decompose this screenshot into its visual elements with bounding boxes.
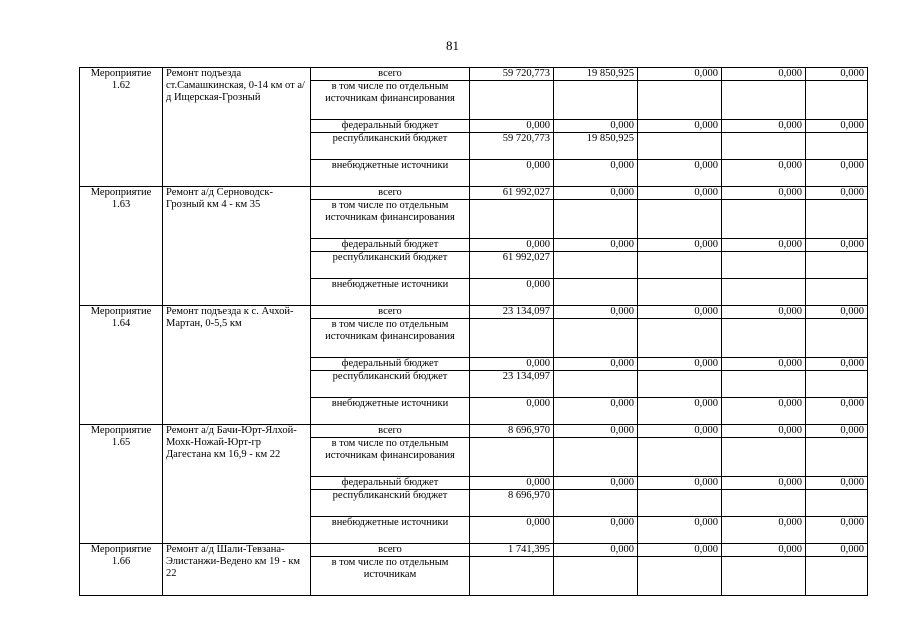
table-row — [80, 306, 868, 319]
amount-cell: 0,000 — [554, 544, 638, 557]
amount-cell — [638, 557, 722, 596]
table-row — [80, 544, 868, 557]
amount-cell — [554, 371, 638, 398]
amount-cell — [470, 81, 554, 120]
amount-cell — [722, 319, 806, 358]
amount-cell: 0,000 — [806, 517, 868, 544]
amount-cell: 0,000 — [554, 306, 638, 319]
amount-cell: 0,000 — [554, 517, 638, 544]
funding-source: внебюджетные источники — [311, 160, 470, 187]
amount-cell — [722, 252, 806, 279]
amount-cell — [554, 557, 638, 596]
amount-cell: 0,000 — [638, 358, 722, 371]
funding-source: федеральный бюджет — [311, 239, 470, 252]
amount-cell: 0,000 — [470, 160, 554, 187]
funding-source: внебюджетные источники — [311, 279, 470, 306]
amount-cell: 0,000 — [722, 68, 806, 81]
amount-cell: 0,000 — [638, 398, 722, 425]
budget-table — [79, 67, 868, 596]
amount-cell: 0,000 — [470, 120, 554, 133]
funding-source: внебюджетные источники — [311, 517, 470, 544]
amount-cell: 0,000 — [722, 477, 806, 490]
amount-cell — [470, 200, 554, 239]
funding-source: федеральный бюджет — [311, 120, 470, 133]
table-body — [80, 68, 868, 596]
amount-cell: 0,000 — [638, 68, 722, 81]
amount-cell: 0,000 — [554, 187, 638, 200]
amount-cell — [806, 490, 868, 517]
table-row — [80, 425, 868, 438]
amount-cell: 0,000 — [554, 239, 638, 252]
funding-source: федеральный бюджет — [311, 358, 470, 371]
amount-cell: 23 134,097 — [470, 306, 554, 319]
amount-cell: 0,000 — [806, 306, 868, 319]
amount-cell: 0,000 — [806, 398, 868, 425]
amount-cell — [638, 438, 722, 477]
amount-cell — [638, 81, 722, 120]
measure-name: Ремонт а/д Серноводск-Грозный км 4 - км 35 — [163, 187, 311, 306]
amount-cell: 0,000 — [554, 120, 638, 133]
amount-cell: 0,000 — [470, 517, 554, 544]
amount-cell: 0,000 — [722, 306, 806, 319]
amount-cell — [638, 371, 722, 398]
amount-cell — [554, 438, 638, 477]
amount-cell: 0,000 — [554, 425, 638, 438]
amount-cell: 0,000 — [806, 68, 868, 81]
amount-cell: 0,000 — [638, 187, 722, 200]
funding-source: в том числе по отдельным источникам — [311, 557, 470, 596]
amount-cell — [806, 200, 868, 239]
amount-cell — [554, 200, 638, 239]
amount-cell — [806, 81, 868, 120]
amount-cell: 19 850,925 — [554, 133, 638, 160]
amount-cell: 0,000 — [638, 477, 722, 490]
funding-source: в том числе по отдельным источникам финансирования — [311, 438, 470, 477]
amount-cell: 1 741,395 — [470, 544, 554, 557]
measure-name: Ремонт а/д Шали-Тевзана-Элистанжи-Ведено км 19 - км 22 — [163, 544, 311, 596]
amount-cell: 0,000 — [638, 517, 722, 544]
measure-name: Ремонт подъезда ст.Самашкинская, 0-14 км от а/д Ищерская-Грозный — [163, 68, 311, 187]
amount-cell: 0,000 — [470, 477, 554, 490]
funding-source: всего — [311, 187, 470, 200]
amount-cell — [638, 490, 722, 517]
amount-cell: 19 850,925 — [554, 68, 638, 81]
amount-cell: 0,000 — [722, 358, 806, 371]
amount-cell: 59 720,773 — [470, 68, 554, 81]
amount-cell — [638, 252, 722, 279]
amount-cell — [722, 133, 806, 160]
amount-cell: 0,000 — [554, 358, 638, 371]
funding-source: внебюджетные источники — [311, 398, 470, 425]
amount-cell — [638, 200, 722, 239]
amount-cell — [638, 319, 722, 358]
amount-cell: 0,000 — [806, 425, 868, 438]
measure-name: Ремонт а/д Бачи-Юрт-Ялхой-Мохк-Ножай-Юрт-гр Дагестана км 16,9 - км 22 — [163, 425, 311, 544]
amount-cell: 0,000 — [638, 306, 722, 319]
amount-cell — [722, 81, 806, 120]
amount-cell: 61 992,027 — [470, 252, 554, 279]
amount-cell — [470, 557, 554, 596]
amount-cell — [806, 319, 868, 358]
funding-source: федеральный бюджет — [311, 477, 470, 490]
funding-source: в том числе по отдельным источникам финансирования — [311, 81, 470, 120]
amount-cell: 8 696,970 — [470, 490, 554, 517]
funding-source: в том числе по отдельным источникам финансирования — [311, 319, 470, 358]
amount-cell — [722, 438, 806, 477]
table-row — [80, 187, 868, 200]
amount-cell: 0,000 — [806, 160, 868, 187]
amount-cell: 0,000 — [638, 425, 722, 438]
amount-cell: 0,000 — [722, 120, 806, 133]
amount-cell — [470, 438, 554, 477]
amount-cell — [722, 279, 806, 306]
amount-cell: 0,000 — [470, 358, 554, 371]
amount-cell — [554, 81, 638, 120]
measure-id: Мероприятие 1.66 — [80, 544, 163, 596]
amount-cell — [806, 438, 868, 477]
funding-source: республиканский бюджет — [311, 490, 470, 517]
funding-source: республиканский бюджет — [311, 252, 470, 279]
amount-cell: 0,000 — [722, 160, 806, 187]
funding-source: всего — [311, 425, 470, 438]
amount-cell: 0,000 — [470, 239, 554, 252]
amount-cell: 0,000 — [554, 398, 638, 425]
measure-name: Ремонт подъезда к с. Ачхой-Мартан, 0-5,5 км — [163, 306, 311, 425]
amount-cell: 0,000 — [638, 239, 722, 252]
funding-source: республиканский бюджет — [311, 133, 470, 160]
funding-source: всего — [311, 68, 470, 81]
amount-cell: 0,000 — [722, 425, 806, 438]
funding-source: всего — [311, 544, 470, 557]
amount-cell: 0,000 — [470, 398, 554, 425]
amount-cell — [722, 490, 806, 517]
amount-cell — [554, 252, 638, 279]
amount-cell: 59 720,773 — [470, 133, 554, 160]
amount-cell: 0,000 — [722, 187, 806, 200]
amount-cell: 23 134,097 — [470, 371, 554, 398]
amount-cell — [806, 557, 868, 596]
amount-cell — [806, 252, 868, 279]
amount-cell: 0,000 — [806, 239, 868, 252]
amount-cell: 0,000 — [806, 187, 868, 200]
amount-cell: 0,000 — [722, 239, 806, 252]
page-number: 81 — [446, 38, 459, 53]
measure-id: Мероприятие 1.63 — [80, 187, 163, 306]
amount-cell: 0,000 — [722, 544, 806, 557]
amount-cell: 0,000 — [806, 544, 868, 557]
amount-cell — [722, 557, 806, 596]
funding-source: всего — [311, 306, 470, 319]
measure-id: Мероприятие 1.64 — [80, 306, 163, 425]
amount-cell: 0,000 — [470, 279, 554, 306]
amount-cell — [638, 279, 722, 306]
amount-cell — [554, 490, 638, 517]
amount-cell: 0,000 — [722, 398, 806, 425]
amount-cell: 0,000 — [806, 120, 868, 133]
measure-id: Мероприятие 1.62 — [80, 68, 163, 187]
amount-cell: 8 696,970 — [470, 425, 554, 438]
amount-cell: 0,000 — [554, 160, 638, 187]
amount-cell: 61 992,027 — [470, 187, 554, 200]
amount-cell — [470, 319, 554, 358]
amount-cell — [722, 200, 806, 239]
amount-cell: 0,000 — [638, 160, 722, 187]
amount-cell — [554, 279, 638, 306]
amount-cell: 0,000 — [554, 477, 638, 490]
measure-id: Мероприятие 1.65 — [80, 425, 163, 544]
amount-cell — [806, 279, 868, 306]
table-row — [80, 68, 868, 81]
amount-cell — [554, 319, 638, 358]
funding-source: в том числе по отдельным источникам финансирования — [311, 200, 470, 239]
amount-cell: 0,000 — [722, 517, 806, 544]
amount-cell — [806, 133, 868, 160]
amount-cell — [638, 133, 722, 160]
amount-cell: 0,000 — [638, 544, 722, 557]
funding-source: республиканский бюджет — [311, 371, 470, 398]
amount-cell — [806, 371, 868, 398]
amount-cell: 0,000 — [806, 477, 868, 490]
amount-cell — [722, 371, 806, 398]
amount-cell: 0,000 — [638, 120, 722, 133]
amount-cell: 0,000 — [806, 358, 868, 371]
